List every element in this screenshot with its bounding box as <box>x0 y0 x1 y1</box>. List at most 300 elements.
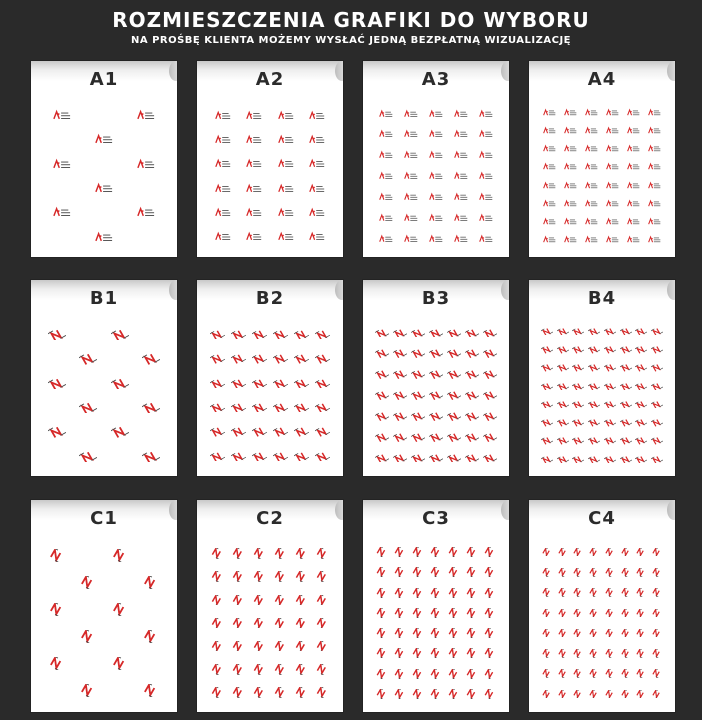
sample-logo-icon <box>142 576 160 589</box>
sample-logo-icon <box>246 231 262 242</box>
sample-logo-icon <box>309 183 325 194</box>
sample-logo-icon <box>635 690 647 698</box>
sample-logo-icon <box>375 669 389 679</box>
sample-logo-icon <box>231 641 246 652</box>
sample-logo-icon <box>375 567 389 577</box>
layout-option-label: B2 <box>255 288 285 309</box>
sample-logo-icon <box>541 345 553 353</box>
sample-logo-icon <box>278 231 294 242</box>
sample-logo-icon <box>393 328 407 338</box>
sample-logo-icon <box>278 183 294 194</box>
sample-logo-icon <box>557 588 569 596</box>
sample-logo-icon <box>572 436 584 444</box>
sample-logo-icon <box>246 134 262 145</box>
sample-logo-icon <box>252 353 267 364</box>
sample-logo-icon <box>465 588 479 598</box>
sample-logo-icon <box>215 231 231 242</box>
logo-pattern <box>529 534 675 712</box>
sample-logo-icon <box>379 234 393 244</box>
sample-logo-icon <box>231 402 246 413</box>
sample-logo-icon <box>635 669 647 677</box>
sample-logo-icon <box>465 648 479 658</box>
sample-logo-icon <box>585 181 598 190</box>
layout-option-a2[interactable] <box>197 61 343 257</box>
sample-logo-icon <box>315 687 330 698</box>
sample-logo-icon <box>588 690 600 698</box>
sample-logo-icon <box>309 134 325 145</box>
sample-logo-icon <box>483 547 497 557</box>
layout-option-b1[interactable] <box>31 280 177 476</box>
sample-logo-icon <box>411 648 425 658</box>
sample-logo-icon <box>541 363 553 371</box>
sample-logo-icon <box>273 353 288 364</box>
sample-logo-icon <box>543 235 556 244</box>
sample-logo-icon <box>465 432 479 442</box>
sample-logo-icon <box>215 134 231 145</box>
sample-logo-icon <box>572 345 584 353</box>
sample-logo-icon <box>375 369 389 379</box>
sample-logo-icon <box>635 568 647 576</box>
sample-logo-icon <box>651 609 663 617</box>
sample-logo-icon <box>606 181 619 190</box>
sample-logo-icon <box>429 369 443 379</box>
sample-logo-icon <box>557 609 569 617</box>
sample-logo-icon <box>651 400 663 408</box>
layout-option-b3[interactable] <box>363 280 509 476</box>
sample-logo-icon <box>483 689 497 699</box>
sample-logo-icon <box>620 363 632 371</box>
sample-logo-icon <box>447 432 461 442</box>
sample-logo-icon <box>429 150 443 160</box>
logo-pattern <box>31 95 177 257</box>
sample-logo-icon <box>543 144 556 153</box>
sample-logo-icon <box>48 328 66 341</box>
sample-logo-icon <box>465 567 479 577</box>
sample-logo-icon <box>557 455 569 463</box>
logo-pattern <box>363 95 509 257</box>
sample-logo-icon <box>483 567 497 577</box>
sample-logo-icon <box>557 327 569 335</box>
sample-logo-icon <box>479 109 493 119</box>
sample-logo-icon <box>483 369 497 379</box>
sample-logo-icon <box>429 348 443 358</box>
sample-logo-icon <box>375 547 389 557</box>
sample-logo-icon <box>404 192 418 202</box>
page-subtitle: NA PROŚBĘ KLIENTA MOŻEMY WYSŁAĆ JEDNĄ BEZPŁATNĄ WIZUALIZACJĘ <box>130 35 572 46</box>
sample-logo-icon <box>273 664 288 675</box>
sample-logo-icon <box>210 687 225 698</box>
sample-logo-icon <box>375 328 389 338</box>
sample-logo-icon <box>604 629 616 637</box>
sample-logo-icon <box>465 369 479 379</box>
sample-logo-icon <box>483 608 497 618</box>
logo-pattern <box>31 534 177 712</box>
sample-logo-icon <box>294 548 309 559</box>
sample-logo-icon <box>379 213 393 223</box>
sample-logo-icon <box>651 690 663 698</box>
sample-logo-icon <box>79 576 97 589</box>
sample-logo-icon <box>252 687 267 698</box>
sample-logo-icon <box>142 450 160 463</box>
sample-logo-icon <box>635 327 647 335</box>
sample-logo-icon <box>651 649 663 657</box>
sample-logo-icon <box>465 608 479 618</box>
sample-logo-icon <box>294 402 309 413</box>
sample-logo-icon <box>620 548 632 556</box>
sample-logo-icon <box>483 588 497 598</box>
sample-logo-icon <box>541 418 553 426</box>
sample-logo-icon <box>375 628 389 638</box>
sample-logo-icon <box>142 630 160 643</box>
sample-logo-icon <box>210 353 225 364</box>
sample-logo-icon <box>564 217 577 226</box>
layout-option-c4[interactable] <box>529 500 675 712</box>
sample-logo-icon <box>231 353 246 364</box>
sample-logo-icon <box>315 618 330 629</box>
sample-logo-icon <box>541 382 553 390</box>
layout-option-label: B4 <box>587 288 617 309</box>
sample-logo-icon <box>231 687 246 698</box>
sample-logo-icon <box>252 664 267 675</box>
sample-logo-icon <box>454 109 468 119</box>
sample-logo-icon <box>252 571 267 582</box>
sample-logo-icon <box>252 329 267 340</box>
sample-logo-icon <box>479 129 493 139</box>
sample-logo-icon <box>604 418 616 426</box>
sample-logo-icon <box>620 418 632 426</box>
sample-logo-icon <box>294 378 309 389</box>
sample-logo-icon <box>393 432 407 442</box>
layout-option-b2[interactable] <box>197 280 343 476</box>
layout-option-label: A1 <box>89 69 119 90</box>
sample-logo-icon <box>278 207 294 218</box>
sample-logo-icon <box>648 181 661 190</box>
sample-logo-icon <box>557 548 569 556</box>
sample-logo-icon <box>231 378 246 389</box>
sample-logo-icon <box>210 641 225 652</box>
sample-logo-icon <box>411 628 425 638</box>
sample-logo-icon <box>210 426 225 437</box>
sample-logo-icon <box>315 329 330 340</box>
layout-option-a4[interactable] <box>529 61 675 257</box>
sample-logo-icon <box>252 402 267 413</box>
sample-logo-icon <box>541 649 553 657</box>
sample-logo-icon <box>447 390 461 400</box>
sample-logo-icon <box>651 629 663 637</box>
sample-logo-icon <box>429 129 443 139</box>
sample-logo-icon <box>411 669 425 679</box>
sample-logo-icon <box>315 641 330 652</box>
layout-option-a1[interactable] <box>31 61 177 257</box>
sample-logo-icon <box>411 588 425 598</box>
sample-logo-icon <box>620 327 632 335</box>
sample-logo-icon <box>483 669 497 679</box>
sample-logo-icon <box>483 432 497 442</box>
sample-logo-icon <box>315 664 330 675</box>
sample-logo-icon <box>273 451 288 462</box>
sample-logo-icon <box>651 669 663 677</box>
sample-logo-icon <box>557 629 569 637</box>
sample-logo-icon <box>588 400 600 408</box>
sample-logo-icon <box>606 217 619 226</box>
sample-logo-icon <box>651 418 663 426</box>
sample-logo-icon <box>231 329 246 340</box>
sample-logo-icon <box>465 411 479 421</box>
sample-logo-icon <box>541 400 553 408</box>
sample-logo-icon <box>564 126 577 135</box>
sample-logo-icon <box>53 206 71 219</box>
sample-logo-icon <box>543 199 556 208</box>
sample-logo-icon <box>273 426 288 437</box>
sample-logo-icon <box>375 432 389 442</box>
sample-logo-icon <box>585 235 598 244</box>
sample-logo-icon <box>411 547 425 557</box>
sample-logo-icon <box>627 181 640 190</box>
sample-logo-icon <box>215 183 231 194</box>
sample-logo-icon <box>627 108 640 117</box>
sample-logo-icon <box>429 669 443 679</box>
sample-logo-icon <box>588 382 600 390</box>
sample-logo-icon <box>142 401 160 414</box>
sample-logo-icon <box>635 588 647 596</box>
sample-logo-icon <box>447 453 461 463</box>
logo-pattern <box>197 534 343 712</box>
sample-logo-icon <box>231 426 246 437</box>
sample-logo-icon <box>604 436 616 444</box>
layout-option-label: A3 <box>421 69 451 90</box>
sample-logo-icon <box>393 689 407 699</box>
sample-logo-icon <box>393 390 407 400</box>
sample-logo-icon <box>651 382 663 390</box>
sample-logo-icon <box>620 690 632 698</box>
sample-logo-icon <box>620 568 632 576</box>
sample-logo-icon <box>585 199 598 208</box>
sample-logo-icon <box>252 426 267 437</box>
sample-logo-icon <box>588 548 600 556</box>
sample-logo-icon <box>541 609 553 617</box>
sample-logo-icon <box>564 199 577 208</box>
sample-logo-icon <box>309 231 325 242</box>
sample-logo-icon <box>588 669 600 677</box>
sample-logo-icon <box>379 192 393 202</box>
sample-logo-icon <box>231 451 246 462</box>
sample-logo-icon <box>604 400 616 408</box>
sample-logo-icon <box>588 418 600 426</box>
sample-logo-icon <box>429 411 443 421</box>
sample-logo-icon <box>483 453 497 463</box>
sample-logo-icon <box>588 609 600 617</box>
sample-logo-icon <box>572 629 584 637</box>
sample-logo-icon <box>635 548 647 556</box>
sample-logo-icon <box>294 426 309 437</box>
sample-logo-icon <box>379 171 393 181</box>
sample-logo-icon <box>541 588 553 596</box>
layout-option-label: B3 <box>421 288 451 309</box>
sample-logo-icon <box>620 382 632 390</box>
layout-option-c1[interactable] <box>31 500 177 712</box>
sample-logo-icon <box>557 436 569 444</box>
sample-logo-icon <box>375 689 389 699</box>
sample-logo-icon <box>447 411 461 421</box>
sample-logo-icon <box>465 628 479 638</box>
sample-logo-icon <box>447 567 461 577</box>
sample-logo-icon <box>557 649 569 657</box>
sample-logo-icon <box>393 348 407 358</box>
sample-logo-icon <box>252 451 267 462</box>
sample-logo-icon <box>483 411 497 421</box>
sample-logo-icon <box>604 690 616 698</box>
sample-logo-icon <box>541 568 553 576</box>
sample-logo-icon <box>454 129 468 139</box>
sample-logo-icon <box>429 192 443 202</box>
sample-logo-icon <box>210 451 225 462</box>
sample-logo-icon <box>252 595 267 606</box>
sample-logo-icon <box>79 401 97 414</box>
sample-logo-icon <box>53 158 71 171</box>
sample-logo-icon <box>604 588 616 596</box>
sample-logo-icon <box>541 548 553 556</box>
sample-logo-icon <box>648 108 661 117</box>
sample-logo-icon <box>411 432 425 442</box>
sample-logo-icon <box>635 382 647 390</box>
sample-logo-icon <box>543 162 556 171</box>
sample-logo-icon <box>246 183 262 194</box>
sample-logo-icon <box>635 418 647 426</box>
sample-logo-icon <box>393 648 407 658</box>
sample-logo-icon <box>429 213 443 223</box>
sample-logo-icon <box>543 126 556 135</box>
sample-logo-icon <box>48 377 66 390</box>
sample-logo-icon <box>465 348 479 358</box>
sample-logo-icon <box>483 628 497 638</box>
sample-logo-icon <box>231 571 246 582</box>
sample-logo-icon <box>606 126 619 135</box>
sample-logo-icon <box>393 669 407 679</box>
layout-option-label: C2 <box>256 508 284 529</box>
sample-logo-icon <box>564 235 577 244</box>
sample-logo-icon <box>393 628 407 638</box>
sample-logo-icon <box>572 418 584 426</box>
sample-logo-icon <box>95 133 113 146</box>
sample-logo-icon <box>375 453 389 463</box>
sample-logo-icon <box>393 453 407 463</box>
sample-logo-icon <box>210 329 225 340</box>
sample-logo-icon <box>79 684 97 697</box>
sample-logo-icon <box>142 352 160 365</box>
sample-logo-icon <box>231 548 246 559</box>
sample-logo-icon <box>454 171 468 181</box>
sample-logo-icon <box>246 207 262 218</box>
sample-logo-icon <box>604 455 616 463</box>
sample-logo-icon <box>604 568 616 576</box>
sample-logo-icon <box>393 369 407 379</box>
sample-logo-icon <box>604 363 616 371</box>
sample-logo-icon <box>273 687 288 698</box>
sample-logo-icon <box>375 390 389 400</box>
sample-logo-icon <box>252 618 267 629</box>
layout-option-c2[interactable] <box>197 500 343 712</box>
sample-logo-icon <box>588 327 600 335</box>
sample-logo-icon <box>429 328 443 338</box>
sample-logo-icon <box>483 328 497 338</box>
sample-logo-icon <box>48 657 66 670</box>
sample-logo-icon <box>572 382 584 390</box>
sample-logo-icon <box>411 328 425 338</box>
sample-logo-icon <box>572 363 584 371</box>
sample-logo-icon <box>273 618 288 629</box>
layout-option-label: C3 <box>422 508 450 529</box>
sample-logo-icon <box>447 689 461 699</box>
sample-logo-icon <box>411 567 425 577</box>
sample-logo-icon <box>411 608 425 618</box>
sample-logo-icon <box>543 217 556 226</box>
sample-logo-icon <box>447 369 461 379</box>
sample-logo-icon <box>375 348 389 358</box>
sample-logo-icon <box>604 345 616 353</box>
sample-logo-icon <box>454 234 468 244</box>
sample-logo-icon <box>315 426 330 437</box>
sample-logo-icon <box>294 353 309 364</box>
sample-logo-icon <box>309 158 325 169</box>
sample-logo-icon <box>48 549 66 562</box>
layout-option-b4[interactable] <box>529 280 675 476</box>
sample-logo-icon <box>479 234 493 244</box>
layout-option-label: C4 <box>588 508 616 529</box>
sample-logo-icon <box>379 129 393 139</box>
sample-logo-icon <box>95 231 113 244</box>
sample-logo-icon <box>635 400 647 408</box>
sample-logo-icon <box>564 162 577 171</box>
sample-logo-icon <box>404 213 418 223</box>
sample-logo-icon <box>651 436 663 444</box>
sample-logo-icon <box>557 382 569 390</box>
sample-logo-icon <box>404 109 418 119</box>
sample-logo-icon <box>635 363 647 371</box>
sample-logo-icon <box>627 162 640 171</box>
sample-logo-icon <box>53 109 71 122</box>
logo-pattern <box>363 534 509 712</box>
sample-logo-icon <box>309 207 325 218</box>
sample-logo-icon <box>627 126 640 135</box>
sample-logo-icon <box>572 669 584 677</box>
sample-logo-icon <box>429 432 443 442</box>
logo-pattern <box>197 314 343 476</box>
sample-logo-icon <box>572 400 584 408</box>
sample-logo-icon <box>393 588 407 598</box>
sample-logo-icon <box>585 217 598 226</box>
logo-pattern <box>363 314 509 476</box>
sample-logo-icon <box>411 390 425 400</box>
sample-logo-icon <box>572 588 584 596</box>
sample-logo-icon <box>557 669 569 677</box>
layout-option-c3[interactable] <box>363 500 509 712</box>
sample-logo-icon <box>604 327 616 335</box>
sample-logo-icon <box>588 629 600 637</box>
sample-logo-icon <box>588 363 600 371</box>
sample-logo-icon <box>541 327 553 335</box>
logo-pattern <box>529 314 675 476</box>
sample-logo-icon <box>429 109 443 119</box>
sample-logo-icon <box>648 162 661 171</box>
sample-logo-icon <box>375 411 389 421</box>
sample-logo-icon <box>447 328 461 338</box>
sample-logo-icon <box>606 108 619 117</box>
sample-logo-icon <box>111 377 129 390</box>
layout-option-a3[interactable] <box>363 61 509 257</box>
sample-logo-icon <box>79 450 97 463</box>
sample-logo-icon <box>447 628 461 638</box>
sample-logo-icon <box>541 629 553 637</box>
